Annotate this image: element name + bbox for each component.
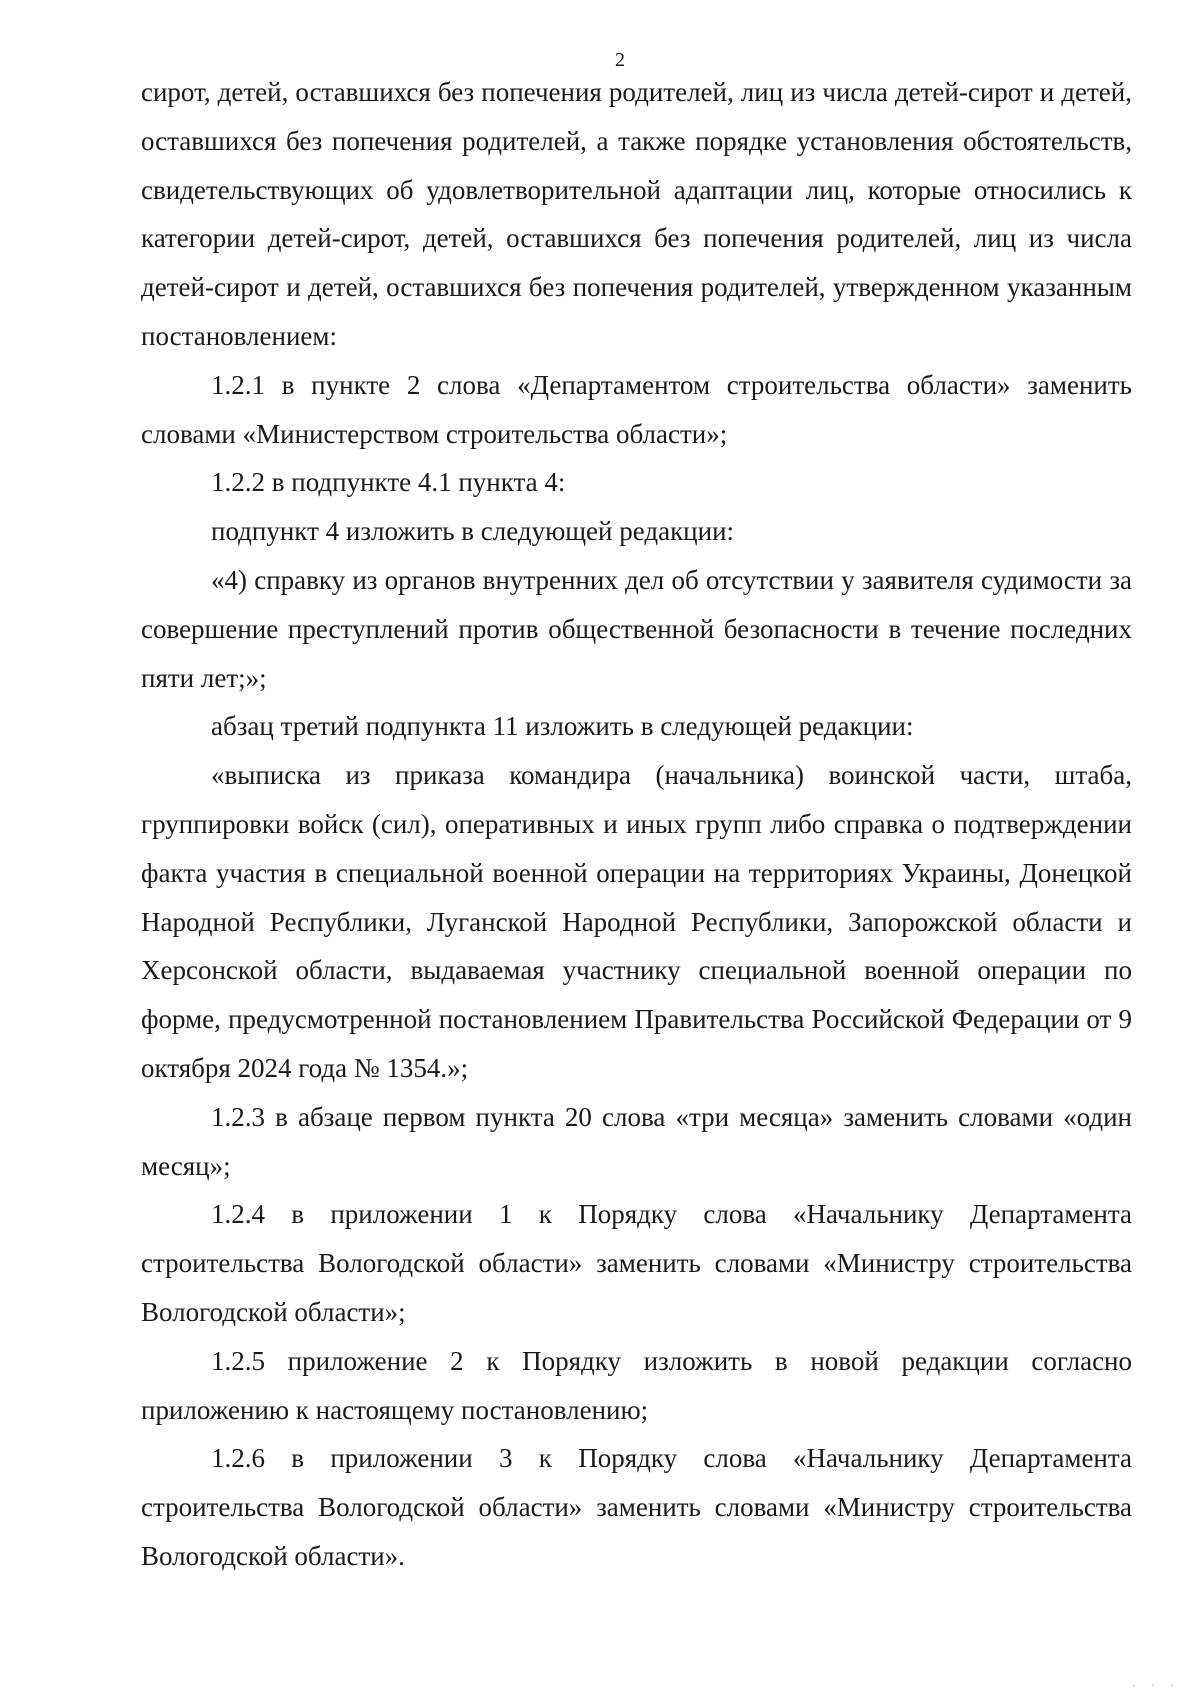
paragraph-1-2-3: 1.2.3 в абзаце первом пункта 20 слова «три месяца» заменить словами «один месяц»;: [141, 1101, 1132, 1181]
paragraph-1-2-2: 1.2.2 в подпункте 4.1 пункта 4:: [211, 467, 566, 498]
paragraph-subpoint-11-intro: абзац третий подпункта 11 изложить в следующей редакции:: [211, 711, 914, 742]
paragraph-1-2-6: 1.2.6 в приложении 3 к Порядку слова «Начальнику Департамента строительства Вологодской области» заменить словами «Министру строительства Вологодской области».: [141, 1443, 1132, 1571]
paragraph-1-2-1: 1.2.1 в пункте 2 слова «Департаментом строительства области» заменить словами «Министерством строительства области»;: [141, 369, 1132, 449]
paragraph-continuation: сирот, детей, оставшихся без попечения родителей, лиц из числа детей-сирот и детей, оставшихся без попечения родителей, а также порядке установления обстоятельств, свидетельствующих об удовлетворительной адаптации лиц, которые относились к категории детей-сирот, детей, оставшихся без попечения родителей, лиц из числа детей-сирот и детей, оставшихся без попечения родителей, утвержденном указанным постановлением:: [141, 77, 1132, 351]
paragraph-subpoint-11-text: «выписка из приказа командира (начальника) воинской части, штаба, группировки войск (сил), оперативных и иных групп либо справка о подтверждении факта участия в специальной военной операции на территориях Украины, Донецкой Народной Республики, Луганской Народной Республики, Запорожской области и Херсонской области, выдаваемая участнику специальной военной операции по форме, предусмотренной постановлением Правительства Российской Федерации от 9 октября 2024 года № 1354.»;: [141, 760, 1132, 1083]
page-number: 2: [615, 49, 625, 71]
paragraph-subpoint-4-intro: подпункт 4 изложить в следующей редакции:: [211, 516, 735, 547]
paragraph-subpoint-4-text: «4) справку из органов внутренних дел об отсутствии у заявителя судимости за совершение преступлений против общественной безопасности в течение последних пяти лет;»;: [141, 564, 1132, 693]
paragraph-1-2-4: 1.2.4 в приложении 1 к Порядку слова «Начальнику Департамента строительства Вологодской области» заменить словами «Министру строительства Вологодской области»;: [141, 1199, 1132, 1327]
paragraph-1-2-5: 1.2.5 приложение 2 к Порядку изложить в новой редакции согласно приложению к настоящему постановлению;: [141, 1345, 1132, 1425]
document-body: [141, 68, 1132, 1581]
scan-artifact: · · ·: [1132, 1678, 1180, 1692]
